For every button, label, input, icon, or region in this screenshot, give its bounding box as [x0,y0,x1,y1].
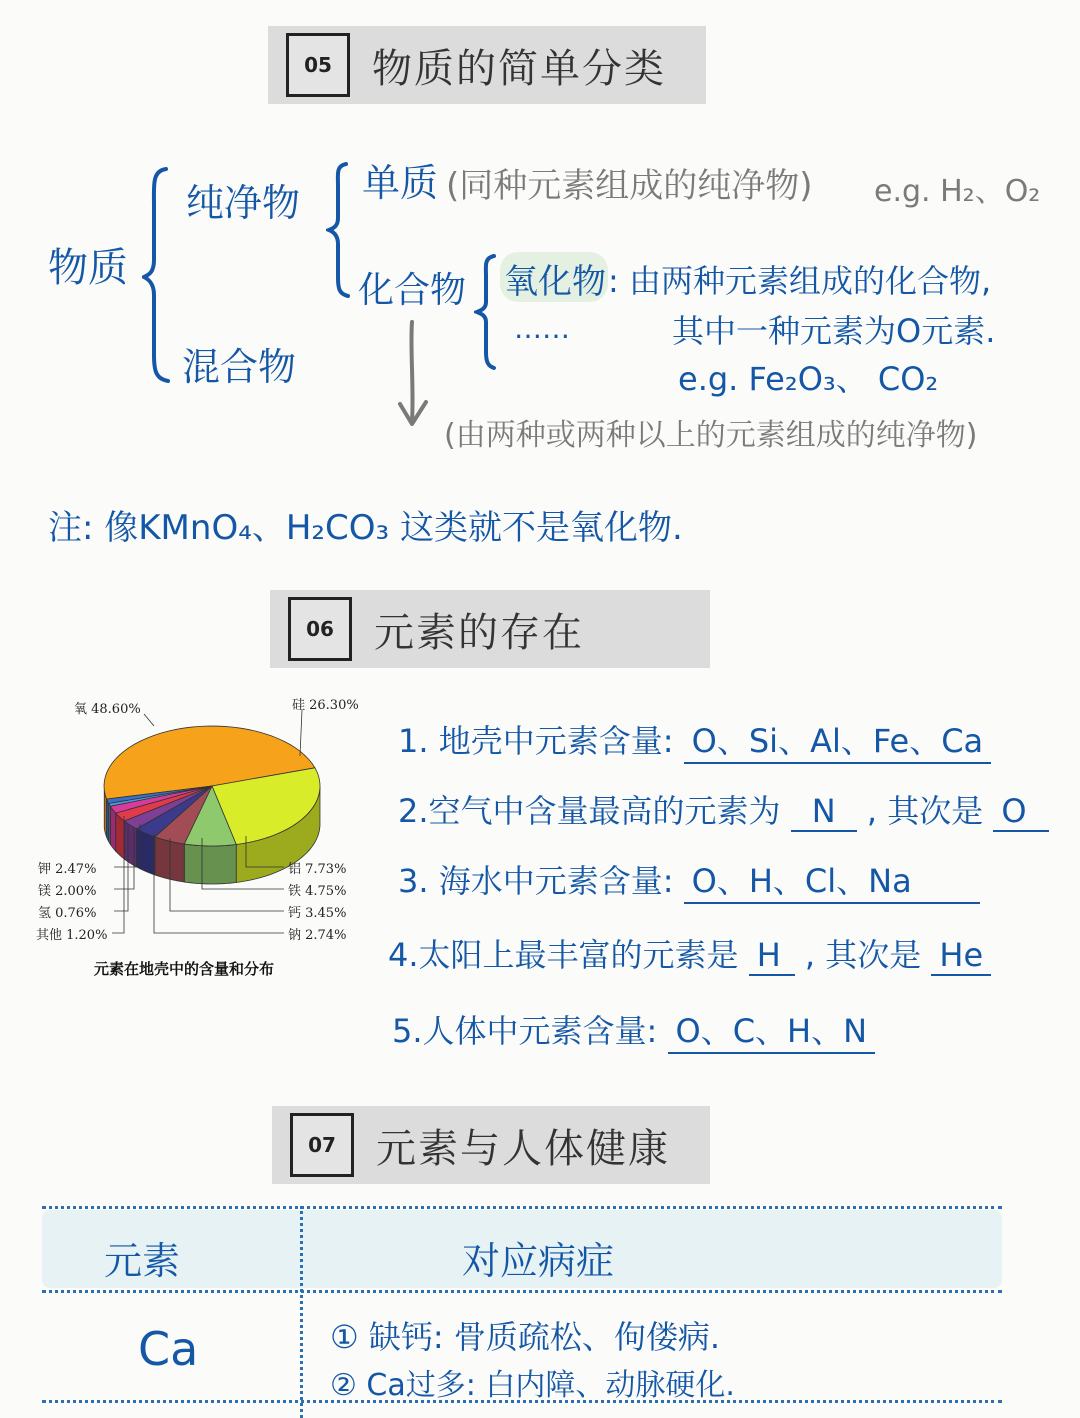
table-header-rule [42,1290,1002,1293]
pie-label-铁: 铁 4.75% [288,884,347,899]
pie-label-钠: 钠 2.74% [288,928,347,943]
table-header-symptom: 对应病症 [462,1239,615,1283]
pure-label: 纯净物 [186,181,301,225]
table-header-element: 元素 [104,1239,181,1283]
item-label: 5.人体中元素含量: [392,1012,658,1050]
table-column-divider [300,1206,303,1418]
down-arrow-icon [392,318,436,430]
item-answer: O、C、H、N [668,1006,876,1054]
item-answer: H [749,936,795,976]
crust-chart [30,686,370,986]
existence-item-4 [388,930,991,976]
item-label-2: , 其次是 [804,936,922,974]
item-label: 1. 地壳中元素含量: [398,722,674,760]
table-cell-element: Ca [138,1322,199,1376]
item-label: 2.空气中含量最高的元素为 [398,792,781,830]
brace-root [142,165,172,385]
pie-label-氧: 氧 48.60% [74,702,141,717]
item-answer: O、H、Cl、Na [684,856,980,904]
compound-label: 化合物 [358,270,467,311]
element-substance-label: 单质 [362,161,439,205]
existence-item-1 [398,716,991,764]
oxide-def-line1: : 由两种元素组成的化合物, [608,262,992,300]
item-answer: O、Si、Al、Fe、Ca [684,716,991,764]
pie-label-其他: 其他 1.20% [36,928,108,943]
section-title: 物质的简单分类 [372,45,666,92]
pie-leader-硅 [300,710,302,756]
table-cell-symptom-1: ① 缺钙: 骨质疏松、佝偻病. [330,1318,720,1356]
existence-item-5 [392,1006,875,1054]
section-number: 05 [286,33,350,97]
pie-side-铝 [184,844,236,884]
pie-label-氢: 氢 0.76% [38,906,97,921]
item-label: 4.太阳上最丰富的元素是 [388,936,739,974]
pie-label-硅: 硅 26.30% [292,698,359,713]
pie-label-钙: 钙 3.45% [288,906,347,921]
pie-leader-氧 [144,714,154,726]
mixture-label: 混合物 [182,345,297,389]
oxide-eg: e.g. Fe₂O₃、 CO₂ [678,360,939,398]
item-answer: N [791,792,857,832]
element-substance-eg: e.g. H₂、O₂ [874,174,1041,209]
item-answer-2: He [931,936,991,976]
oxide-label: 氧化物 [504,262,606,302]
root-label: 物质 [48,245,128,291]
pie-side-其他 [107,799,109,841]
existence-item-2 [398,786,1049,832]
section-header-07 [272,1106,710,1184]
brace-compound [474,252,498,372]
item-answer-2: O [993,792,1049,832]
chart-title: 元素在地壳中的含量和分布 [94,960,275,978]
section-title: 元素的存在 [374,609,584,656]
section-header-05 [268,26,706,104]
pie-side-镁 [110,806,115,851]
item-label-2: , 其次是 [866,792,984,830]
item-label: 3. 海水中元素含量: [398,862,674,900]
table-cell-symptom-2: ② Ca过多: 白内障、动脉硬化. [330,1368,735,1403]
table-top-rule [42,1206,1002,1209]
section-number: 06 [288,597,352,661]
element-substance-note: (同种元素组成的纯净物) [446,166,813,206]
oxide-def-line2: 其中一种元素为O元素. [672,312,996,350]
oxide-note: 注: 像KMnO₄、H₂CO₃ 这类就不是氧化物. [48,508,683,548]
existence-item-3 [398,856,980,904]
compound-definition: (由两种或两种以上的元素组成的纯净物) [444,418,978,453]
section-header-06 [270,590,710,668]
pie-label-钾: 钾 2.47% [38,862,97,877]
other-compounds-ellipsis: …… [514,312,570,345]
section-title: 元素与人体健康 [376,1125,670,1172]
pie-label-镁: 镁 2.00% [38,884,97,899]
brace-pure [326,160,352,300]
section-number: 07 [290,1113,354,1177]
pie-label-铝: 铝 7.73% [288,862,347,877]
